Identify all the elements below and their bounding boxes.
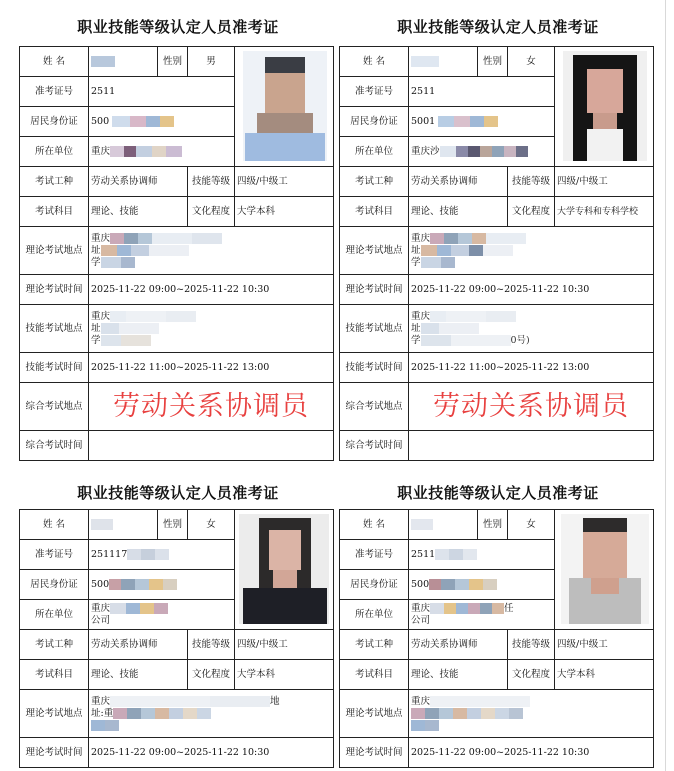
trade-label: 考试工种 bbox=[20, 167, 89, 197]
name-value bbox=[89, 510, 158, 540]
skill-level-value: 四级/中级工 bbox=[555, 167, 654, 197]
education-label: 文化程度 bbox=[188, 660, 235, 690]
skill-time-label: 技能考试时间 bbox=[340, 353, 409, 383]
id-no-label: 居民身份证 bbox=[20, 570, 89, 600]
id-no-label: 居民身份证 bbox=[340, 107, 409, 137]
gender-label: 性别 bbox=[158, 510, 188, 540]
skill-level-value: 四级/中级工 bbox=[555, 630, 654, 660]
theory-place-label: 理论考试地点 bbox=[340, 227, 409, 275]
name-label: 姓 名 bbox=[20, 47, 89, 77]
education-label: 文化程度 bbox=[508, 660, 555, 690]
theory-place-value: 重庆 址 学 bbox=[89, 227, 334, 275]
admission-ticket-3 bbox=[19, 472, 337, 771]
employer-label: 所在单位 bbox=[20, 600, 89, 630]
trade-value: 劳动关系协调师 bbox=[89, 630, 188, 660]
employer-value: 重庆沙 bbox=[409, 137, 555, 167]
ticket-title: 职业技能等级认定人员准考证 bbox=[397, 484, 599, 502]
gender-label: 性别 bbox=[158, 47, 188, 77]
education-value: 大学本科 bbox=[235, 197, 334, 227]
theory-place-label: 理论考试地点 bbox=[20, 227, 89, 275]
employer-value: 重庆 公司 bbox=[89, 600, 235, 630]
ticket-no-value: 2511 bbox=[89, 77, 235, 107]
id-no-value: 500 bbox=[89, 570, 235, 600]
comp-time-label: 综合考试时间 bbox=[20, 431, 89, 461]
skill-level-label: 技能等级 bbox=[508, 167, 555, 197]
skill-level-label: 技能等级 bbox=[508, 630, 555, 660]
name-value bbox=[409, 47, 478, 77]
subject-label: 考试科目 bbox=[20, 660, 89, 690]
employer-value: 重庆 任 公司 bbox=[409, 600, 555, 630]
skill-place-label: 技能考试地点 bbox=[340, 305, 409, 353]
theory-place-value: 重庆 址 学 bbox=[409, 227, 654, 275]
comp-place-label: 综合考试地点 bbox=[20, 383, 89, 431]
photo bbox=[555, 47, 654, 167]
id-no-label: 居民身份证 bbox=[20, 107, 89, 137]
employer-value: 重庆 bbox=[89, 137, 235, 167]
gender-value: 女 bbox=[188, 510, 235, 540]
subject-value: 理论、技能 bbox=[409, 660, 508, 690]
ticket-title: 职业技能等级认定人员准考证 bbox=[77, 18, 279, 36]
name-value bbox=[89, 47, 158, 77]
ticket-no-value: 2511 bbox=[409, 540, 555, 570]
photo bbox=[235, 47, 334, 167]
gender-label: 性别 bbox=[478, 47, 508, 77]
ticket-no-label: 准考证号 bbox=[20, 540, 89, 570]
theory-time-value: 2025-11-22 09:00~2025-11-22 10:30 bbox=[409, 275, 654, 305]
comp-time-label: 综合考试时间 bbox=[340, 431, 409, 461]
ticket-no-value: 251117 bbox=[89, 540, 235, 570]
subject-value: 理论、技能 bbox=[89, 197, 188, 227]
skill-time-value: 2025-11-22 11:00~2025-11-22 13:00 bbox=[89, 353, 334, 383]
subject-value: 理论、技能 bbox=[409, 197, 508, 227]
page-edge bbox=[665, 0, 666, 771]
theory-place-label: 理论考试地点 bbox=[20, 690, 89, 738]
name-label: 姓 名 bbox=[20, 510, 89, 540]
name-label: 姓 名 bbox=[340, 510, 409, 540]
name-value bbox=[409, 510, 478, 540]
ticket-table bbox=[339, 46, 654, 461]
admission-ticket-1 bbox=[19, 0, 337, 460]
admission-ticket-2 bbox=[339, 0, 657, 460]
ticket-title: 职业技能等级认定人员准考证 bbox=[77, 484, 279, 502]
ticket-no-label: 准考证号 bbox=[340, 77, 409, 107]
comp-time-value bbox=[409, 431, 654, 461]
ticket-no-label: 准考证号 bbox=[340, 540, 409, 570]
trade-label: 考试工种 bbox=[340, 167, 409, 197]
id-no-value: 5001 bbox=[409, 107, 555, 137]
theory-place-value: 重庆 bbox=[409, 690, 654, 738]
employer-label: 所在单位 bbox=[340, 137, 409, 167]
id-no-value: 500 bbox=[89, 107, 235, 137]
skill-place-label: 技能考试地点 bbox=[20, 305, 89, 353]
education-label: 文化程度 bbox=[508, 197, 555, 227]
comp-place-value bbox=[409, 383, 654, 431]
comp-time-value bbox=[89, 431, 334, 461]
gender-value: 女 bbox=[508, 47, 555, 77]
ticket-table bbox=[339, 509, 654, 768]
skill-place-value: 重庆 址 学 0号) bbox=[409, 305, 654, 353]
id-no-value: 500 bbox=[409, 570, 555, 600]
comp-place-value bbox=[89, 383, 334, 431]
education-label: 文化程度 bbox=[188, 197, 235, 227]
subject-label: 考试科目 bbox=[340, 197, 409, 227]
employer-label: 所在单位 bbox=[20, 137, 89, 167]
theory-time-label: 理论考试时间 bbox=[20, 275, 89, 305]
gender-label: 性别 bbox=[478, 510, 508, 540]
ticket-no-value: 2511 bbox=[409, 77, 555, 107]
skill-time-value: 2025-11-22 11:00~2025-11-22 13:00 bbox=[409, 353, 654, 383]
theory-time-value: 2025-11-22 09:00~2025-11-22 10:30 bbox=[89, 275, 334, 305]
trade-value: 劳动关系协调师 bbox=[409, 630, 508, 660]
photo bbox=[555, 510, 654, 630]
education-value: 大学专科和专科学校 bbox=[555, 197, 654, 227]
trade-label: 考试工种 bbox=[20, 630, 89, 660]
ticket-no-label: 准考证号 bbox=[20, 77, 89, 107]
stamp-text: 劳动关系协调员 bbox=[433, 390, 629, 422]
trade-value: 劳动关系协调师 bbox=[89, 167, 188, 197]
id-no-label: 居民身份证 bbox=[340, 570, 409, 600]
education-value: 大学本科 bbox=[555, 660, 654, 690]
subject-label: 考试科目 bbox=[20, 197, 89, 227]
theory-time-label: 理论考试时间 bbox=[20, 738, 89, 768]
stamp-text: 劳动关系协调员 bbox=[113, 390, 309, 422]
ticket-table bbox=[19, 509, 334, 768]
skill-time-label: 技能考试时间 bbox=[20, 353, 89, 383]
theory-time-label: 理论考试时间 bbox=[340, 738, 409, 768]
name-label: 姓 名 bbox=[340, 47, 409, 77]
trade-label: 考试工种 bbox=[340, 630, 409, 660]
theory-place-label: 理论考试地点 bbox=[340, 690, 409, 738]
skill-level-value: 四级/中级工 bbox=[235, 630, 334, 660]
skill-level-label: 技能等级 bbox=[188, 630, 235, 660]
trade-value: 劳动关系协调师 bbox=[409, 167, 508, 197]
ticket-table bbox=[19, 46, 334, 461]
education-value: 大学本科 bbox=[235, 660, 334, 690]
theory-time-value: 2025-11-22 09:00~2025-11-22 10:30 bbox=[89, 738, 334, 768]
subject-value: 理论、技能 bbox=[89, 660, 188, 690]
gender-value: 男 bbox=[188, 47, 235, 77]
gender-value: 女 bbox=[508, 510, 555, 540]
subject-label: 考试科目 bbox=[340, 660, 409, 690]
theory-time-value: 2025-11-22 09:00~2025-11-22 10:30 bbox=[409, 738, 654, 768]
theory-place-value: 重庆 地 址:重 bbox=[89, 690, 334, 738]
ticket-title: 职业技能等级认定人员准考证 bbox=[397, 18, 599, 36]
skill-place-value: 重庆 址 学 bbox=[89, 305, 334, 353]
theory-time-label: 理论考试时间 bbox=[340, 275, 409, 305]
photo bbox=[235, 510, 334, 630]
skill-level-value: 四级/中级工 bbox=[235, 167, 334, 197]
employer-label: 所在单位 bbox=[340, 600, 409, 630]
comp-place-label: 综合考试地点 bbox=[340, 383, 409, 431]
skill-level-label: 技能等级 bbox=[188, 167, 235, 197]
admission-ticket-4 bbox=[339, 472, 657, 771]
